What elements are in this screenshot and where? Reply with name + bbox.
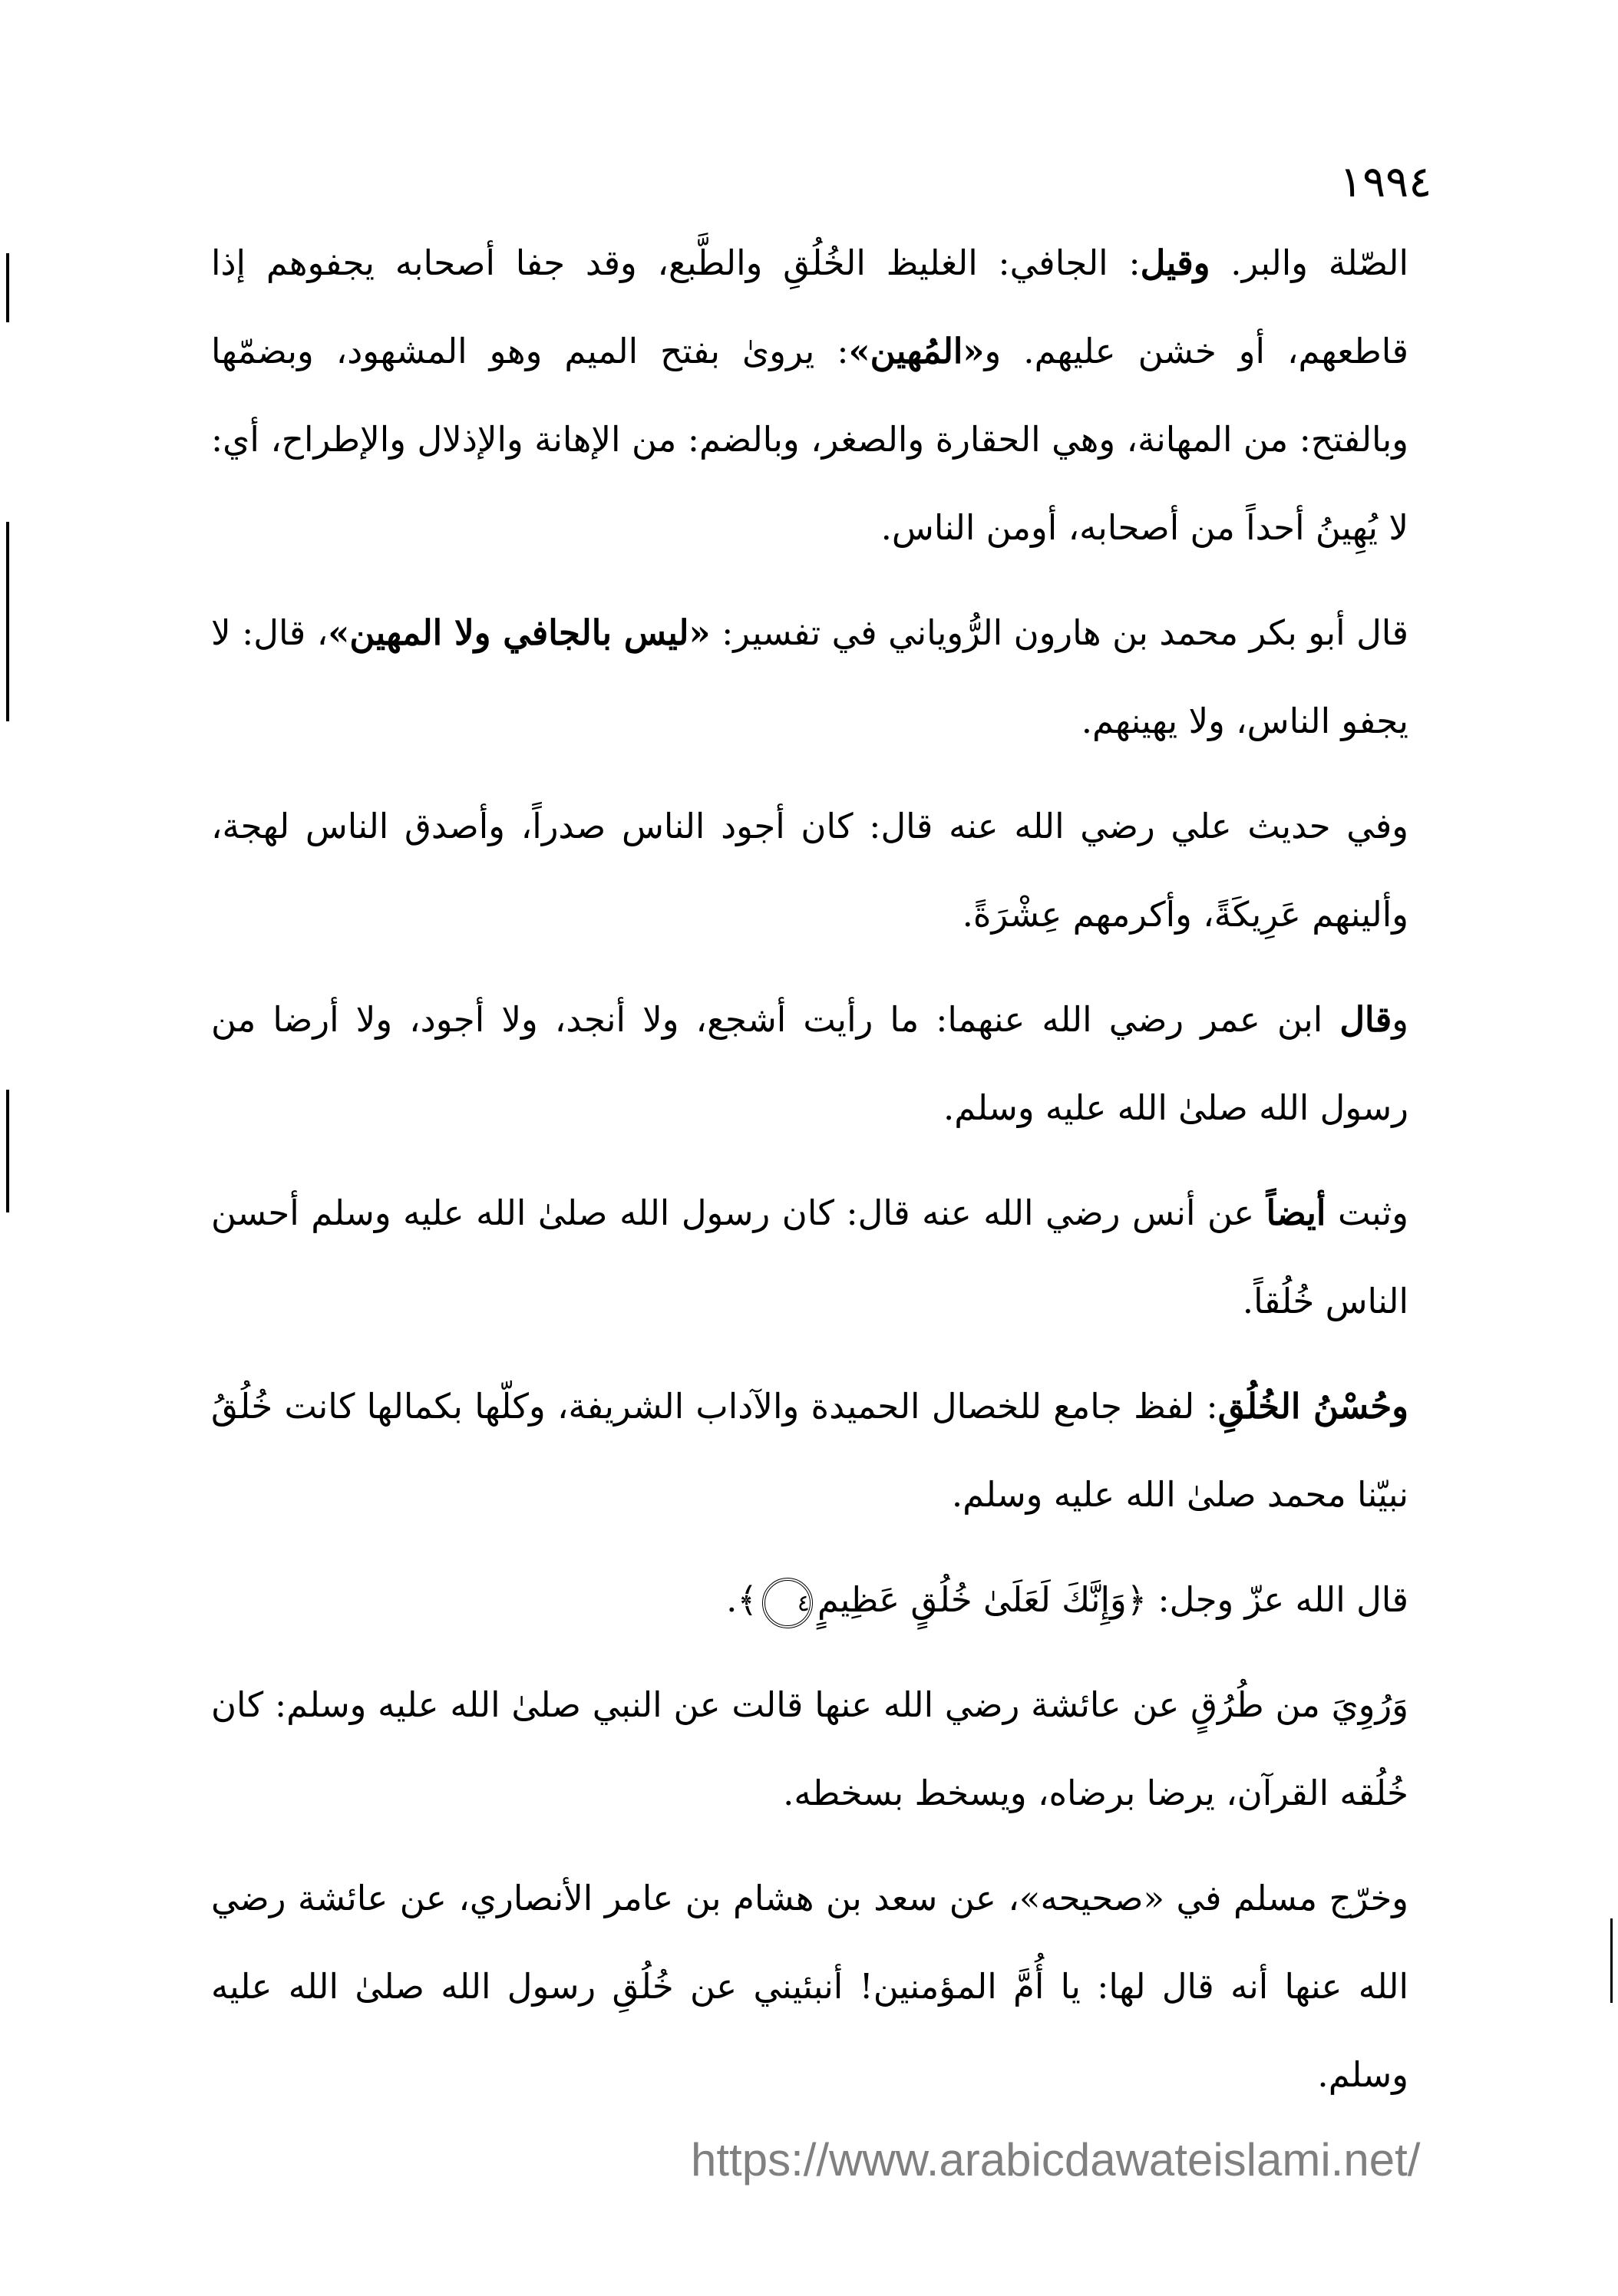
paragraph	[211, 219, 1408, 572]
bold-term: «المُهين»	[848, 331, 985, 371]
paragraph	[211, 1661, 1408, 1837]
bold-term: «ليس بالجافي ولا المهين»	[328, 612, 711, 653]
paragraph	[211, 782, 1408, 958]
paragraph	[211, 1362, 1408, 1539]
paragraph	[211, 589, 1408, 765]
text-run: الصّلة والبر.	[1210, 242, 1408, 283]
bold-term: وقيل	[1140, 242, 1210, 283]
text-run: ابن عمر رضي الله عنهما: ما رأيت أشجع، ولا أنجد، ولا أجود، ولا أرضا من رسول الله صلىٰ الله عليه وسلم.	[211, 999, 1408, 1128]
text-run: عن أنس رضي الله عنه قال: كان رسول الله صلىٰ الله عليه وسلم أحسن الناس خُلُقاً.	[211, 1193, 1408, 1321]
text-run: وثبت	[1326, 1193, 1408, 1233]
paragraph	[211, 1854, 1408, 2119]
bold-term: وحُسْنُ الخُلُقِ	[1217, 1386, 1408, 1427]
text-run: : الجافي: الغليظ الخُلُقِ والطَّبع، وقد جفا أصحابه يجفوهم إذا قاطعهم، أو خشن عليهم. و	[211, 242, 1408, 371]
text-run: و	[1392, 999, 1408, 1040]
quran-verse: قال الله عزّ وجل: ﴿وَإِنَّكَ لَعَلَىٰ خُلُقٍ عَظِيمٍ	[817, 1579, 1408, 1620]
bold-term: أيضاً	[1266, 1193, 1326, 1233]
paragraph	[211, 975, 1408, 1152]
url-watermark: https://www.arabicdawateislami.net/	[691, 2134, 1421, 2185]
ayah-number-icon: ٤	[762, 1578, 813, 1628]
scan-margin-line	[6, 522, 9, 721]
scan-margin-line	[6, 253, 9, 322]
text-run: وخرّج مسلم في «صحيحه»، عن سعد بن هشام بن عامر الأنصاري، عن عائشة رضي الله عنها أنه قال لها: يا أُمَّ المؤمنين! أنبئيني عن خُلُقِ رسول الله صلىٰ الله عليه وسلم.	[211, 1878, 1408, 2095]
text-run: : يروىٰ بفتح الميم وهو المشهود، وبضمّها وبالفتح: من المهانة، وهي الحقارة والصغر، وبالضم: من الإهانة والإذلال والإطراح، أي: لا يُهِينُ أحداً من أصحابه، أومن الناس.	[211, 331, 1408, 548]
page-number: ١٩٩٤	[1339, 157, 1432, 207]
text-run: قال أبو بكر محمد بن هارون الرُّوياني في تفسير:	[710, 612, 1409, 653]
scan-margin-line	[6, 1090, 9, 1212]
scan-margin-line	[1610, 1918, 1613, 2003]
text-run: ، قال: لا يجفو الناس، ولا يهينهم.	[211, 612, 1408, 741]
text-run: : لفظ جامع للخصال الحميدة والآداب الشريفة، وكلّها بكمالها كانت خُلُقُ نبيّنا محمد صلىٰ الله عليه وسلم.	[211, 1386, 1408, 1515]
quran-bracket: ﴾.	[726, 1579, 758, 1620]
paragraph-quran	[211, 1555, 1408, 1644]
text-run: وفي حديث علي رضي الله عنه قال: كان أجود الناس صدراً، وأصدق الناس لهجة، وألينهم عَرِيكَةً، وأكرمهم عِشْرَةً.	[211, 806, 1408, 935]
body-text	[211, 219, 1408, 2136]
paragraph	[211, 1169, 1408, 1345]
text-run: وَرُوِيَ من طُرُقٍ عن عائشة رضي الله عنها قالت عن النبي صلىٰ الله عليه وسلم: كان خُلُقه القرآن، يرضا برضاه، ويسخط بسخطه.	[211, 1684, 1408, 1813]
bold-term: قال	[1339, 999, 1392, 1040]
